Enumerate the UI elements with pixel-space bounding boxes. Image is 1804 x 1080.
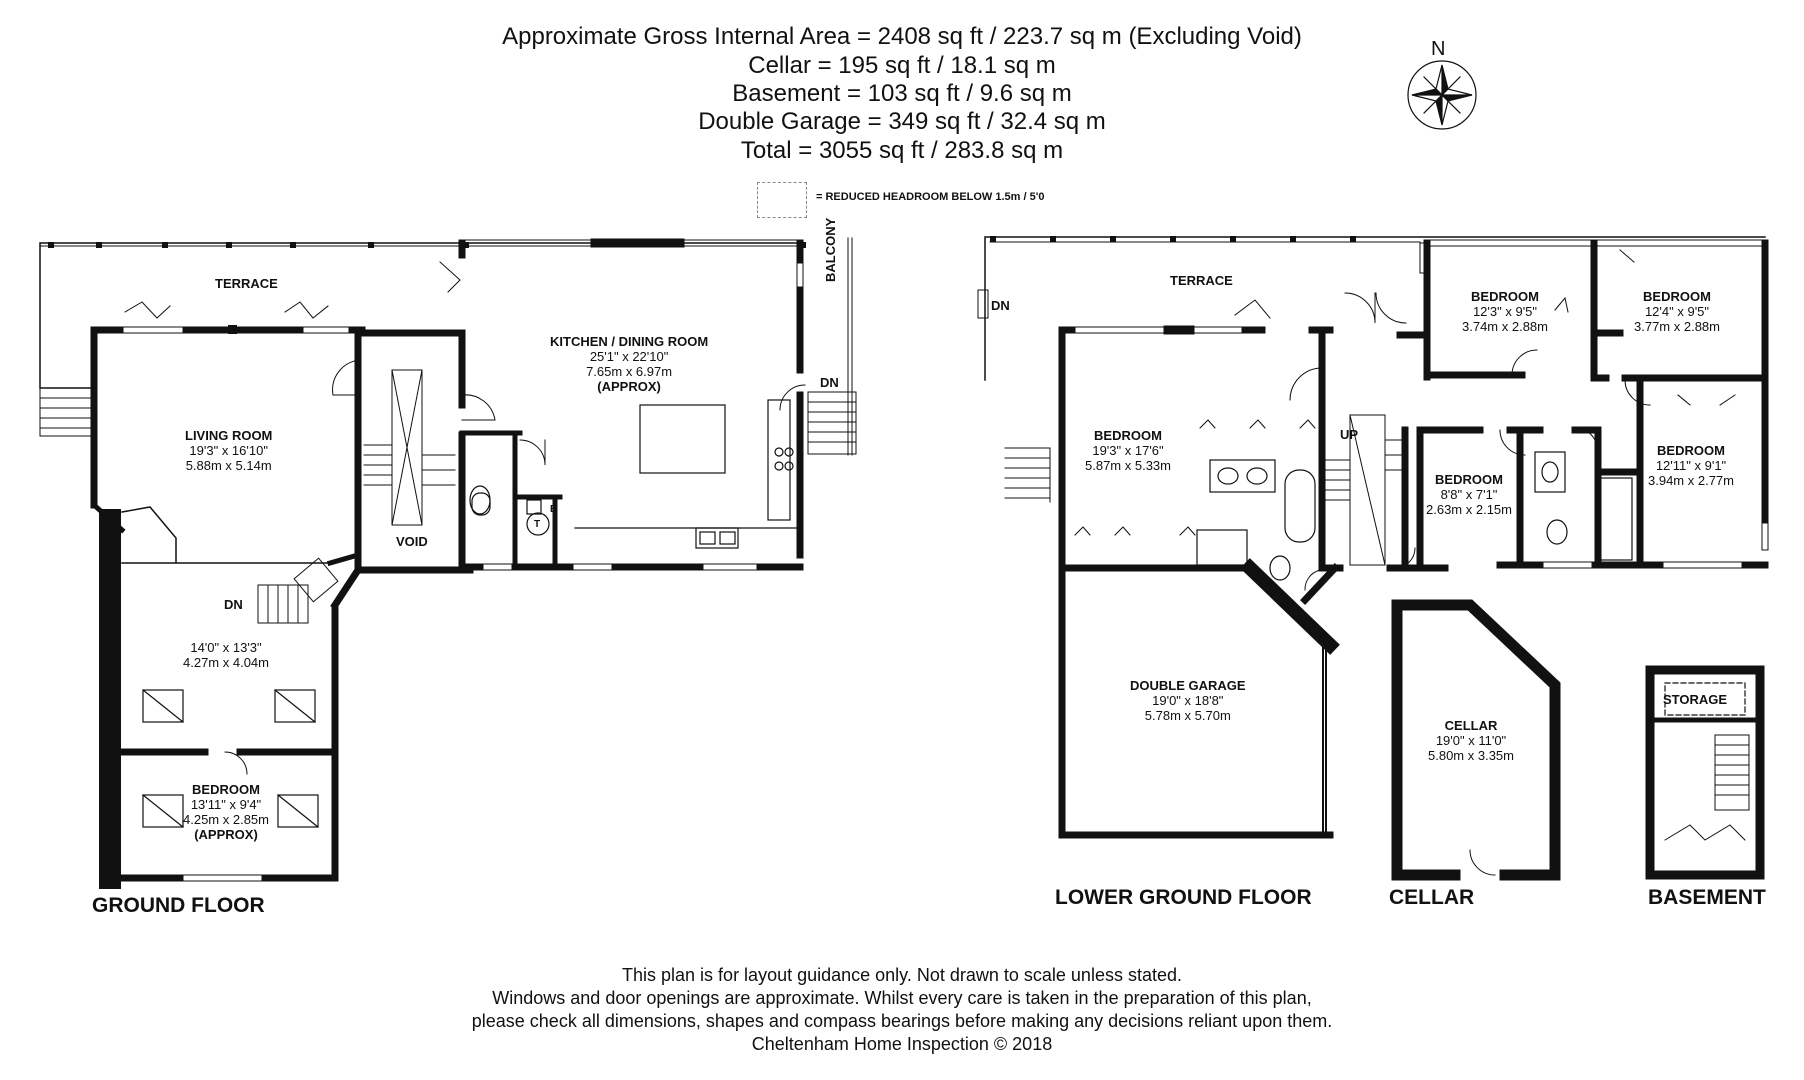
ground-floor-plan — [40, 238, 856, 881]
lower-bedroom-4-name: BEDROOM — [1657, 443, 1725, 458]
cellar-area: Cellar = 195 sq ft / 18.1 sq m — [748, 52, 1056, 79]
lower-ground-floor-title: LOWER GROUND FLOOR — [1055, 886, 1312, 909]
lower-bedroom-5-name: BEDROOM — [1435, 472, 1503, 487]
void-staircase — [364, 370, 455, 525]
garage-metric: 5.78m x 5.70m — [1144, 708, 1231, 723]
cellar-title: CELLAR — [1389, 886, 1475, 909]
mid-room-label — [183, 640, 269, 670]
garage-label — [1130, 678, 1246, 723]
lower-dn-label: DN — [991, 298, 1010, 313]
kitchen-fittings — [470, 400, 800, 548]
boiler-label: B — [550, 504, 558, 515]
lower-bedroom-3-name: BEDROOM — [1643, 289, 1711, 304]
balcony-dn-label: DN — [820, 375, 839, 390]
kitchen-name: KITCHEN / DINING ROOM — [550, 334, 709, 349]
ground-dn-label: DN — [224, 597, 243, 612]
kitchen-metric: 7.65m x 6.97m — [586, 364, 673, 379]
reduced-headroom-legend: = REDUCED HEADROOM BELOW 1.5m / 5'0 — [816, 191, 1045, 203]
ground-bedroom-imperial: 13'11" x 9'4" — [190, 797, 262, 812]
kitchen-note: (APPROX) — [597, 379, 661, 394]
footer-line-2: Windows and door openings are approximate. Whilst every care is taken in the preparation of this plan, — [492, 988, 1312, 1008]
footer-line-3: please check all dimensions, shapes and compass bearings before making any decisions reliant upon them. — [471, 1011, 1333, 1031]
lower-bedroom-5-imperial: 8'8" x 7'1" — [1440, 487, 1498, 502]
ground-bedroom-metric: 4.25m x 2.85m — [183, 812, 269, 827]
reduced-headroom-legend-box — [757, 182, 807, 218]
storage-label: STORAGE — [1663, 692, 1728, 707]
lower-bath-fittings — [1197, 452, 1632, 580]
footer-line-4: Cheltenham Home Inspection © 2018 — [751, 1034, 1053, 1054]
mid-room-metric: 4.27m x 4.04m — [183, 655, 269, 670]
lower-bedroom-4-imperial: 12'11" x 9'1" — [1655, 458, 1727, 473]
compass-north-label: N — [1431, 38, 1446, 60]
lower-up-label: UP — [1340, 427, 1359, 442]
lower-terrace-gate — [978, 290, 988, 318]
lower-terrace-steps — [1005, 448, 1050, 502]
lower-bedroom-2-metric: 3.74m x 2.88m — [1462, 319, 1548, 334]
cellar-room-metric: 5.80m x 3.35m — [1428, 748, 1514, 763]
living-room-name: LIVING ROOM — [185, 428, 273, 443]
void-label: VOID — [396, 534, 428, 549]
footer-line-1: This plan is for layout guidance only. Not drawn to scale unless stated. — [622, 965, 1182, 985]
lower-bedroom-1-name: BEDROOM — [1094, 428, 1162, 443]
ground-stairs-down — [258, 585, 308, 623]
garage-imperial: 19'0" x 18'8" — [1152, 693, 1224, 708]
lower-bedroom-1-imperial: 19'3" x 17'6" — [1092, 443, 1164, 458]
lower-bedroom-3-metric: 3.77m x 2.88m — [1634, 319, 1720, 334]
lower-bedroom-1-label — [1085, 428, 1171, 473]
ground-floor-title: GROUND FLOOR — [92, 894, 265, 917]
garage-name: DOUBLE GARAGE — [1130, 678, 1246, 693]
lower-bedroom-4-label — [1648, 443, 1734, 488]
living-room-corner — [122, 507, 176, 562]
cellar-room-name: CELLAR — [1444, 718, 1498, 733]
lower-bedroom-5-label — [1426, 472, 1512, 517]
lower-terrace-label: TERRACE — [1170, 273, 1233, 288]
lower-bedroom-5-metric: 2.63m x 2.15m — [1426, 502, 1512, 517]
lower-bedroom-4-metric: 3.94m x 2.77m — [1648, 473, 1734, 488]
terrace-steps — [40, 388, 96, 436]
terrace-posts — [48, 242, 806, 334]
living-room-imperial: 19'3" x 16'10" — [189, 443, 268, 458]
lower-bedroom-2-label — [1462, 289, 1548, 334]
balcony-label: BALCONY — [823, 217, 838, 282]
garage-area: Double Garage = 349 sq ft / 32.4 sq m — [698, 108, 1106, 135]
total-area: Total = 3055 sq ft / 283.8 sq m — [740, 137, 1064, 164]
gross-area-heading: Approximate Gross Internal Area = 2408 sq ft / 223.7 sq m (Excluding Void) — [502, 23, 1302, 50]
cellar-room-label — [1428, 718, 1514, 763]
cellar-room-imperial: 19'0" x 11'0" — [1435, 733, 1507, 748]
living-room-metric: 5.88m x 5.14m — [185, 458, 272, 473]
lower-bedroom-1-metric: 5.87m x 5.33m — [1085, 458, 1171, 473]
lower-bedroom-3-label — [1634, 289, 1720, 334]
living-room-label — [185, 428, 272, 473]
ground-bedroom-note: (APPROX) — [194, 827, 258, 842]
basement-title: BASEMENT — [1648, 886, 1766, 909]
basement-area: Basement = 103 sq ft / 9.6 sq m — [732, 80, 1072, 107]
ground-bedroom-name: BEDROOM — [192, 782, 260, 797]
mid-room-imperial: 14'0" x 13'3" — [190, 640, 262, 655]
kitchen-label — [550, 334, 708, 394]
lower-bedroom-2-imperial: 12'3" x 9'5" — [1472, 304, 1538, 319]
lower-bedroom-2-name: BEDROOM — [1471, 289, 1539, 304]
kitchen-imperial: 25'1" x 22'10" — [589, 349, 669, 364]
cylinder-label: T — [534, 519, 541, 530]
ground-terrace-label: TERRACE — [215, 276, 278, 291]
lower-staircase — [1325, 415, 1405, 565]
ground-bedroom-label — [183, 782, 269, 842]
lower-bedroom-3-imperial: 12'4" x 9'5" — [1644, 304, 1710, 319]
